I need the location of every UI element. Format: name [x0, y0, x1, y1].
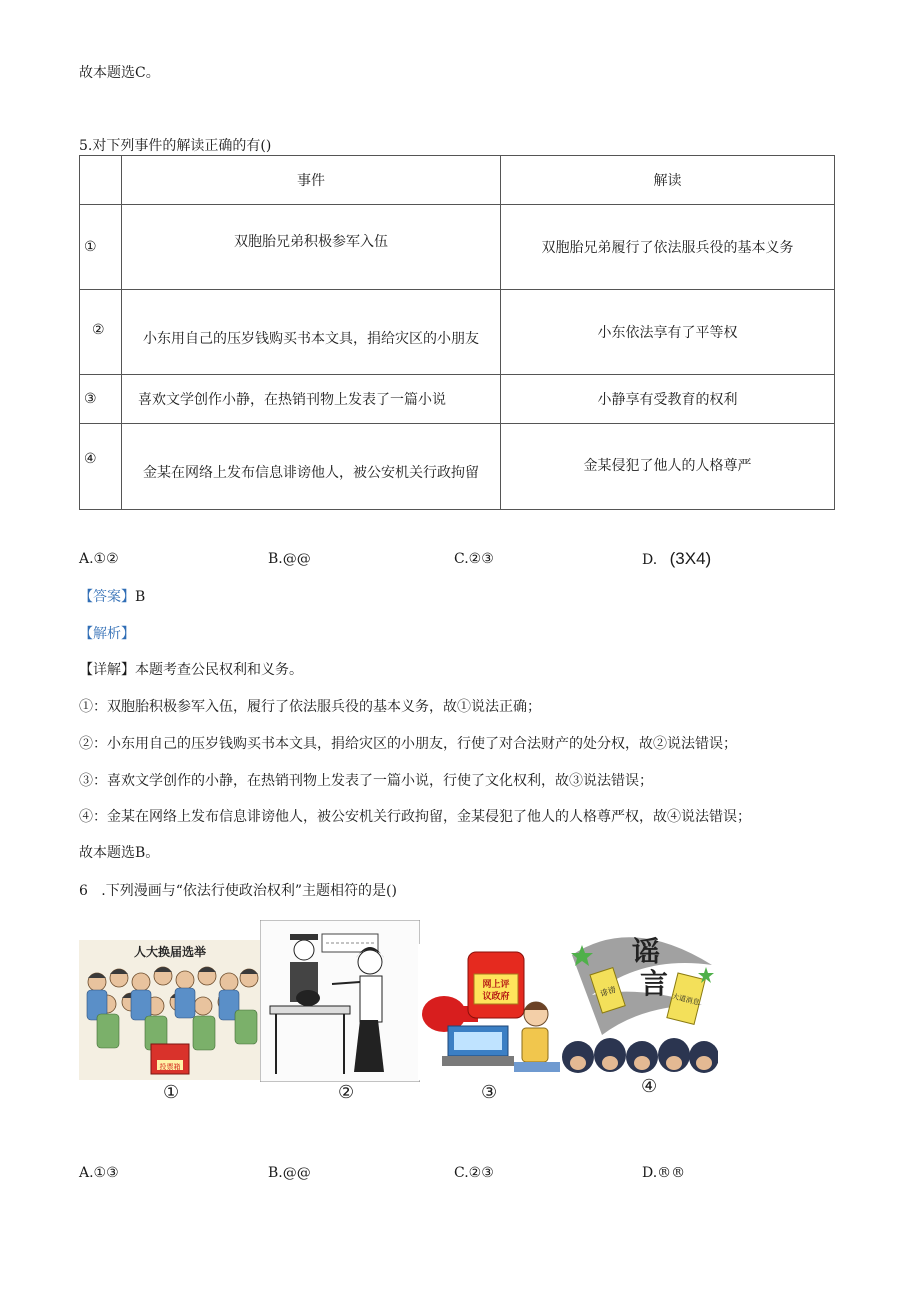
comic4-big2: 言: [639, 967, 669, 1000]
comic4-tag2: 大道消息: [671, 992, 701, 1007]
explanation-2: ②：小东用自己的压岁钱购买书本文具，捐给灾区的小朋友，行使了对合法财产的处分权，故②说法错误；: [79, 736, 737, 752]
q5-table: [79, 155, 835, 510]
comic3-sign-line1: 网上评: [482, 980, 510, 990]
answer-line: [79, 586, 145, 606]
header-num: [80, 156, 122, 205]
row-interpretation: 小东依法享有了平等权: [501, 290, 835, 375]
comic-label-1: ①: [163, 1082, 180, 1103]
explanation-3: ③：喜欢文学创作的小静，在热销刊物上发表了一篇小说，行使了文化权利，故③说法错误；: [79, 773, 653, 789]
row-num: [80, 290, 122, 375]
comic-rumor: [562, 915, 718, 1080]
explanation-1: ①：双胞胎积极参军入伍，履行了依法服兵役的基本义务，故①说法正确；: [79, 699, 541, 715]
row-event-text: 双胞胎兄弟积极参军入伍: [234, 234, 388, 250]
row-event-text: 小东用自己的压岁钱购买书本文具，捐给灾区的小朋友: [143, 331, 479, 347]
row-event: [122, 205, 501, 290]
table-header-row: [80, 156, 835, 205]
q6-option-d: D.®®: [642, 1165, 686, 1181]
header-interpretation: 解读: [501, 156, 835, 205]
q5-option-b: B.@@: [268, 551, 311, 567]
q5-option-d-prefix: D.: [642, 552, 658, 568]
explanation-4: ④：金某在网络上发布信息诽谤他人，被公安机关行政拘留，金某侵犯了他人的人格尊严权，故④说法错误；: [79, 809, 751, 825]
row-num: ①: [80, 205, 122, 290]
comic-online: [418, 944, 564, 1080]
q6-stem: 6 .下列漫画与“依法行使政治权利”主题相符的是(): [79, 883, 397, 899]
comic-label-2: ②: [338, 1082, 355, 1103]
comic1-banner: 人大换届选举: [133, 945, 207, 959]
row-interpretation-text: 金某侵犯了他人的人格尊严: [583, 457, 752, 474]
row-num: ③: [80, 375, 122, 424]
table-row: [80, 424, 835, 510]
row-interpretation: 小静享有受教育的权利: [501, 375, 835, 424]
row-event: 喜欢文学创作小静，在热销刊物上发表了一篇小说: [122, 375, 501, 424]
answer-tag: 【答案】: [79, 589, 135, 605]
row-num: [80, 424, 122, 510]
row-interpretation: [501, 424, 835, 510]
header-event: 事件: [122, 156, 501, 205]
q5-conclusion: 故本题选B。: [79, 845, 160, 861]
comic-label-4: ④: [641, 1076, 658, 1097]
row-event: [122, 424, 501, 510]
detail-tag: 【详解】: [79, 662, 135, 678]
comic-office: [260, 920, 420, 1082]
q5-option-d-value: (3X4): [669, 549, 712, 568]
row-interpretation: 双胞胎兄弟履行了依法服兵役的基本义务: [501, 205, 835, 290]
q5-option-d: [642, 549, 711, 569]
q5-stem: 5.对下列事件的解读正确的有(): [79, 138, 272, 154]
row-num-text: ④: [84, 450, 97, 467]
comic4-tag1: 诽谤: [599, 984, 618, 999]
comic1-box-label: 投票箱: [159, 1063, 181, 1071]
q6-option-c: C.②③: [454, 1165, 494, 1181]
q5-option-c: C.②③: [454, 551, 494, 567]
row-num-text: ②: [92, 322, 105, 338]
row-event-text: 金某在网络上发布信息诽谤他人，被公安机关行政拘留: [143, 464, 479, 481]
table-row: [80, 290, 835, 375]
detail-intro: 本题考查公民权利和义务。: [135, 662, 303, 678]
table-row: [80, 375, 835, 424]
row-event: [122, 290, 501, 375]
detail-line: [79, 659, 303, 679]
comic-election: [79, 940, 261, 1080]
q6-option-a: A.①③: [79, 1165, 119, 1181]
prev-conclusion: 故本题选C。: [79, 65, 160, 81]
answer-value: B: [135, 589, 146, 605]
analysis-tag: 【解析】: [79, 626, 135, 642]
table-row: [80, 205, 835, 290]
comic3-sign-line2: 议政府: [482, 992, 510, 1002]
q5-option-a: A.①②: [79, 551, 119, 567]
comic-label-3: ③: [481, 1082, 498, 1103]
comic4-big1: 谣: [631, 935, 661, 968]
q6-option-b: B.@@: [268, 1165, 311, 1181]
